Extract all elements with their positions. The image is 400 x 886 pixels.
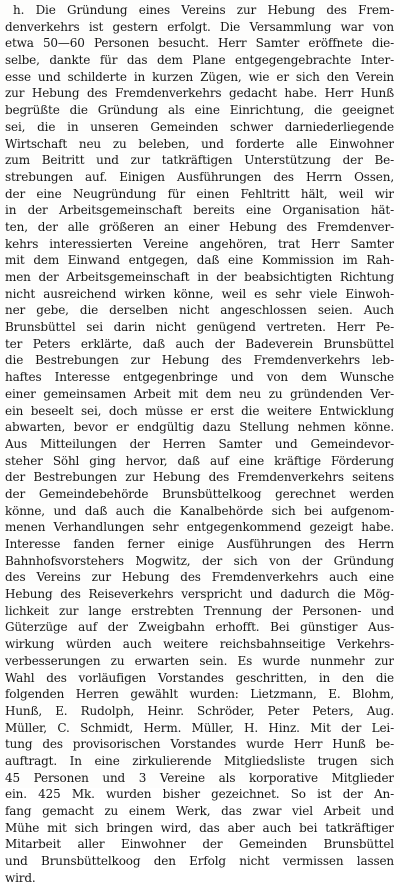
article-line: folgenden Herren gewählt wurden: Lietzmann, E. Blohm, — [5, 687, 394, 702]
article-line: esse und schilderte in kurzen Zügen, wie er sich den Verein — [5, 69, 394, 84]
article-line: etwa 50—60 Personen besucht. Herr Samter eröffnete die- — [5, 36, 394, 51]
article-line: ner gebe, die derselben nicht angeschlossen seien. Auch — [5, 303, 394, 318]
article-line: abwarten, bevor er endgültig dazu Stellung nehmen könne. — [5, 420, 394, 435]
article-line: einer gemeinsamen Arbeit mit dem neu zu gründenden Ver- — [5, 386, 394, 401]
article-line: Mitarbeit aller Einwohner der Gemeinden Brunsbüttel — [5, 837, 394, 852]
article-line: zur Hebung des Fremdenverkehrs gedacht habe. Herr Hunß — [5, 86, 394, 101]
article-line: ter Peters erklärte, daß auch der Badeverein Brunsbüttel — [5, 336, 394, 351]
article-line: strebungen auf. Einigen Ausführungen des Herrn Ossen, — [5, 169, 394, 184]
article-column — [5, 2, 394, 886]
article-line: Mühe mit sich bringen wird, das aber auch bei tatkräftiger — [5, 820, 394, 835]
article-line: kehrs interessierten Vereine angehören, trat Herr Samter — [5, 236, 394, 251]
article-line: mit dem Einwand entgegen, daß eine Kommission im Rah- — [5, 253, 394, 268]
article-line: Aus Mitteilungen der Herren Samter und Gemeindevor- — [5, 436, 394, 451]
article-line: ten, der alle größeren an einer Hebung des Fremdenver- — [5, 219, 394, 234]
article-line: Wahl des vorläufigen Vorstandes geschritten, in den die — [5, 670, 394, 685]
article-line: Wirtschaft neu zu beleben, und forderte alle Einwohner — [5, 136, 394, 151]
article-line: zum Beitritt und zur tatkräftigen Unterstützung der Be- — [5, 153, 394, 168]
article-line: Güterzüge auf der Zweigbahn erhofft. Bei günstiger Aus- — [5, 620, 394, 635]
article-line: Bahnhofsvorstehers Mogwitz, der sich von der Gründung — [5, 553, 394, 568]
article-line: nicht ausreichend wirken könne, weil es sehr viele Einwoh- — [5, 286, 394, 301]
article-line: menen Verhandlungen sehr entgegenkommend gezeigt habe. — [5, 520, 394, 535]
article-line: h. Die Gründung eines Vereins zur Hebung des Frem- — [13, 3, 394, 17]
article-line: Müller, C. Schmidt, Herm. Müller, H. Hinz. Mit der Lei- — [5, 720, 394, 735]
article-line: der Gemeindebehörde Brunsbüttelkoog gerechnet werden — [5, 486, 394, 501]
article-line: könne, und daß auch die Kanalbehörde sich bei aufgenom- — [5, 503, 394, 518]
article-line: des Vereins zur Hebung des Fremdenverkehrs auch eine — [5, 570, 394, 585]
article-line: begrüßte die Gründung als eine Einrichtung, die geeignet — [5, 103, 394, 118]
article-line: lichkeit zur lange erstrebten Trennung der Personen- und — [5, 603, 394, 618]
article-line: Hunß, E. Rudolph, Heinr. Schröder, Peter Peters, Aug. — [5, 703, 394, 718]
article-line: haftes Interesse entgegenbringe und von dem Wunsche — [5, 370, 394, 385]
article-line: Hebung des Reiseverkehrs verspricht und dadurch die Mög- — [5, 587, 394, 602]
article-line: Brunsbüttel sei darin nicht genügend vertreten. Herr Pe- — [5, 320, 394, 335]
article-line: ein. 425 Mk. wurden bisher gezeichnet. So ist der An- — [5, 787, 394, 802]
article-line: selbe, dankte für das dem Plane entgegengebrachte Inter- — [5, 53, 394, 68]
article-line: ein beseelt sei, doch müsse er erst die weitere Entwicklung — [5, 403, 394, 418]
article-line: fang gemacht zu einem Werk, das zwar viel Arbeit und — [5, 804, 394, 818]
article-line: auftragt. In eine zirkulierende Mitgliedsliste trugen sich — [5, 753, 394, 768]
article-line: und Brunsbüttelkoog den Erfolg nicht vermissen lassen — [5, 854, 394, 869]
article-line: in der Arbeitsgemeinschaft bereits eine Organisation hät- — [5, 203, 394, 218]
article-line: tung des provisorischen Vorstandes wurde Herr Hunß be- — [5, 737, 394, 752]
article-line: die Bestrebungen zur Hebung des Fremdenverkehrs leb- — [5, 353, 394, 368]
article-line: steher Söhl ging hervor, daß auf eine kräftige Förderung — [5, 453, 394, 468]
article-line: wird. — [5, 870, 36, 885]
article-line: 45 Personen und 3 Vereine als korporative Mitglieder — [5, 770, 394, 785]
article-line: der eine Neugründung für einen Fehltritt hält, weil wir — [5, 186, 394, 201]
article-line: verbesserungen zu erwarten sein. Es wurde nunmehr zur — [5, 653, 394, 668]
article-line: denverkehrs ist gestern erfolgt. Die Versammlung war von — [5, 19, 394, 34]
article-line: Interesse fanden ferner einige Ausführungen des Herrn — [5, 537, 394, 551]
article-line: wirkung würden auch weitere reichsbahnseitige Verkehrs- — [5, 637, 394, 652]
article-line: der Bestrebungen zur Hebung des Fremdenverkehrs seitens — [5, 470, 394, 485]
article-line: sei, die in unseren Gemeinden schwer darniederliegende — [5, 119, 394, 134]
article-line: men der Arbeitsgemeinschaft in der beabsichtigten Richtung — [5, 270, 394, 284]
